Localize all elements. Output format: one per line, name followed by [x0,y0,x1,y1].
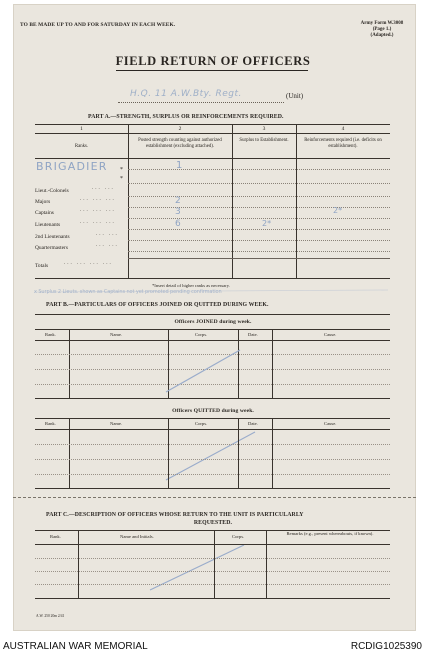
leader-dots: ... ... [92,186,115,191]
part-c-col-rank: Rank. [50,534,61,539]
part-a-heading: PART A.—STRENGTH, SURPLUS OR REINFORCEMENTS REQUIRED. [88,114,284,120]
leader-dots: ... ... ... [80,220,116,225]
reinf-captains: 2* [333,206,343,215]
quitted-row-line [35,474,390,475]
footer-record-id: RCDIG1025390 [350,641,422,652]
rank-totals: Totals [35,263,49,269]
joined-col-rank: Rank. [45,332,56,337]
leader-dots: ... ... [96,243,119,248]
header-instruction: TO BE MADE UP TO AND FOR SATURDAY IN EACH WEEK. [20,22,176,28]
quitted-col-divider [69,418,70,488]
quitted-col-date: Date. [248,421,258,426]
joined-col-corps: Corps. [195,332,208,337]
rank-quartermasters: Quartermasters [35,245,68,251]
note-strike-line [34,290,388,292]
quitted-row-line [35,444,390,445]
footer-institution: AUSTRALIAN WAR MEMORIAL [3,641,148,652]
part-c-bottom-rule [35,598,390,599]
quitted-col-rank: Rank. [45,421,56,426]
quitted-title-rule [35,418,390,419]
form-adapted-label: (Adapted.) [370,33,394,38]
part-c-header-rule [35,544,390,545]
leader-dots: ... ... ... [80,197,116,202]
rank-lieutenants: Lieutenants [35,222,61,228]
part-c-col-name: Name and Initials. [120,534,154,539]
leader-dots: ... ... [96,232,119,237]
rank-captains: Captains [35,210,54,216]
quitted-col-name: Name. [110,421,123,426]
col-number-4: 4 [341,126,345,132]
part-c-col-corps: Corps. [232,534,245,539]
part-b-heading: PART B.—PARTICULARS OF OFFICERS JOINED OR QUITTED DURING WEEK. [46,302,269,308]
posted-brigadier: 1 [176,160,183,171]
part-a-footnote: *Insert detail of higher ranks as necessary. [152,283,230,288]
col-number-3: 3 [262,126,266,132]
perforation-line [13,497,416,498]
leader-dots: ... ... ... [80,208,116,213]
part-c-col-remarks: Remarks (e.g., present whereabouts, if known). [286,531,374,536]
rank-brigadier: BRIGADIER [36,160,108,173]
quitted-col-cause: Cause. [324,421,337,426]
part-c-col-divider [266,530,267,598]
posted-lieutenants: 6 [175,219,181,229]
quitted-col-divider [238,418,239,488]
quitted-col-divider [272,418,273,488]
unit-label: (Unit) [286,92,304,100]
part-c-col-divider [214,530,215,598]
posted-captains: 3 [175,207,181,217]
col-header-surplus: Surplus to Establishment. [239,138,289,143]
quitted-header-rule [35,429,390,430]
rank-majors: Majors [35,199,51,205]
asterisk-1: * [120,167,123,173]
rank-lieut-colonels: Lieut.-Colonels [35,188,69,194]
part-c-heading-line2: REQUESTED. [193,520,233,526]
joined-strike-line [166,350,240,392]
joined-col-name: Name. [110,332,123,337]
print-code: A.W. 250 20m 2/41 [36,614,65,618]
quitted-row-line [35,459,390,460]
part-c-row-line [35,558,390,559]
col-number-1: 1 [80,126,83,132]
page-title: FIELD RETURN OF OFFICERS [115,54,311,68]
surplus-lieutenants: 2* [262,219,272,228]
asterisk-2: * [120,176,123,182]
joined-col-date: Date. [248,332,258,337]
leader-dots: ... ... ... ... [64,261,113,266]
rank-2nd-lieutenants: 2nd Lieutenants [35,234,70,240]
quitted-strike-line [166,432,255,480]
quitted-col-corps: Corps. [195,421,208,426]
part-c-row-line [35,571,390,572]
col-header-ranks: Ranks. [74,144,89,149]
col-number-2: 2 [178,126,182,132]
joined-col-cause: Cause. [324,332,337,337]
form-number-label: Army Form W.3008 [360,21,404,26]
part-c-col-divider [78,530,79,598]
joined-title: Officers JOINED during week. [174,319,252,325]
quitted-title: Officers QUITTED during week. [172,408,254,414]
unit-handwritten: H.Q. 11 A.W.Bty. Regt. [130,89,242,99]
form-page-label: (Page 1.) [372,27,392,32]
part-a-handwritten-note: x Surplus 2 Lieuts. shown as Captains not yet promoted pending confirmation [34,289,222,295]
quitted-bottom-rule [35,488,390,489]
posted-majors: 2 [175,196,181,206]
col-header-posted: Posted strength counting against authorized establishment (excluding attached). [138,138,222,149]
quitted-col-divider [168,418,169,488]
col-header-reinforcements: Reinforcements required (i.e. deficits on establishment). [304,138,382,149]
part-c-row-line [35,584,390,585]
part-c-heading-line1: PART C.—DESCRIPTION OF OFFICERS WHOSE RETURN TO THE UNIT IS PARTICULARLY [46,512,304,518]
